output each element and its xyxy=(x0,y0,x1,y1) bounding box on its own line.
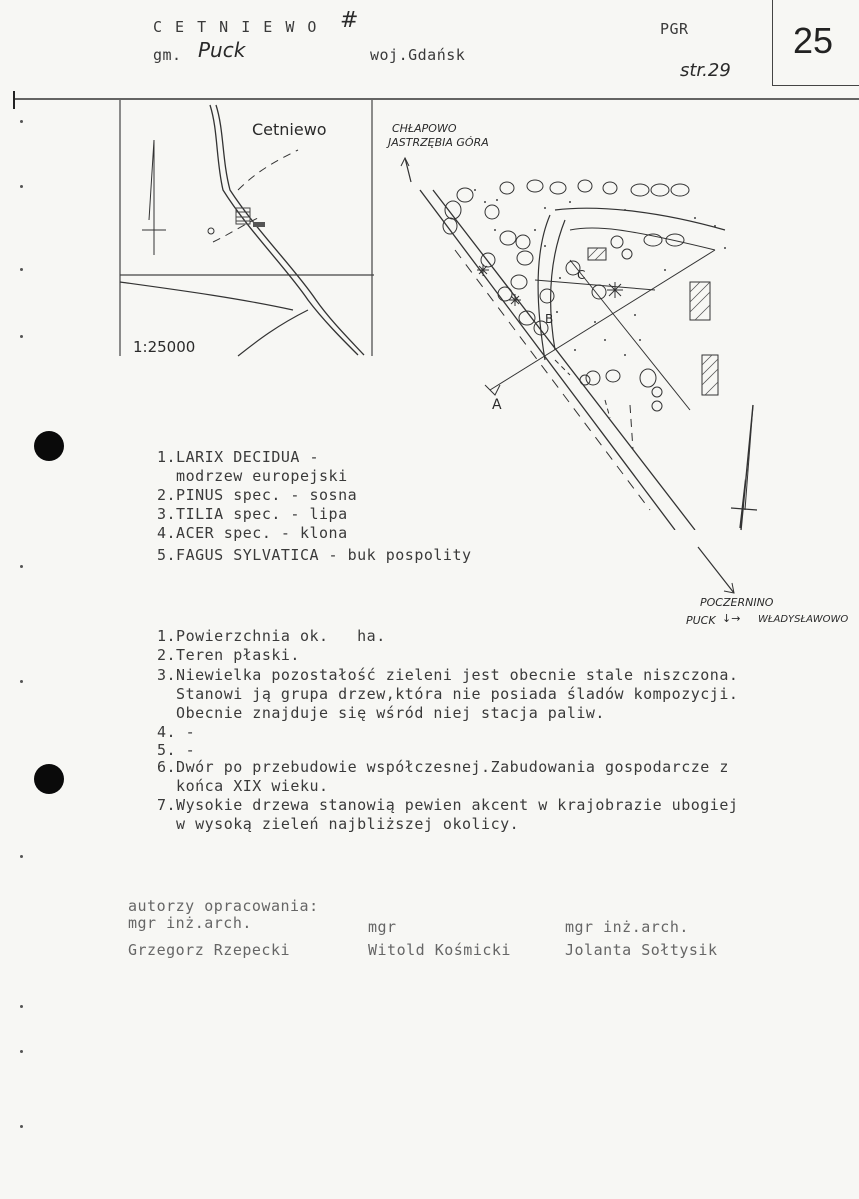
margin-dot xyxy=(20,855,23,858)
arrow-glyph: ↓→ xyxy=(722,612,741,625)
author-2-name: Witold Kośmicki xyxy=(368,941,511,959)
place-mark: # xyxy=(340,8,359,33)
authors-heading: autorzy opracowania: xyxy=(128,897,319,915)
margin-dot xyxy=(20,565,23,568)
location-map-title: Cetniewo xyxy=(252,120,327,139)
south-label-1: POCZERNINO xyxy=(700,596,774,609)
species-2: 2.PINUS spec. - sosna xyxy=(157,486,358,504)
margin-dot xyxy=(20,680,23,683)
species-4: 4.ACER spec. - klona xyxy=(157,524,348,542)
north-arrow xyxy=(725,400,765,540)
note-7b: w wysoką zieleń najbliższej okolicy. xyxy=(157,815,520,833)
species-1: 1.LARIX DECIDUA - xyxy=(157,448,320,466)
margin-dot xyxy=(20,1125,23,1128)
note-4: 4. - xyxy=(157,723,196,741)
author-1-title: mgr inż.arch. xyxy=(128,914,252,932)
note-1: 1.Powierzchnia ok. ha. xyxy=(157,627,386,645)
gmina-prefix: gm. xyxy=(153,46,182,64)
species-1b: modrzew europejski xyxy=(157,467,348,485)
author-3-name: Jolanta Sołtysik xyxy=(565,941,718,959)
author-3-title: mgr inż.arch. xyxy=(565,918,689,936)
site-plan xyxy=(395,150,745,530)
species-3: 3.TILIA spec. - lipa xyxy=(157,505,348,523)
voivodeship: woj.Gdańsk xyxy=(370,46,466,64)
page-number-handwritten: str.29 xyxy=(680,60,731,81)
location-map xyxy=(118,100,374,362)
author-1-name: Grzegorz Rzepecki xyxy=(128,941,291,959)
note-3c: Obecnie znajduje się wśród niej stacja paliw. xyxy=(157,704,605,722)
page-number: 25 xyxy=(793,20,834,61)
north-label-2: JASTRZĘBIA GÓRA xyxy=(388,136,489,149)
south-label-puck: PUCK xyxy=(686,614,716,627)
north-label-1: CHŁAPOWO xyxy=(392,122,457,135)
note-6b: końca XIX wieku. xyxy=(157,777,329,795)
author-2-title: mgr xyxy=(368,918,397,936)
species-5: 5.FAGUS SYLVATICA - buk pospolity xyxy=(157,546,472,564)
margin-dot xyxy=(20,268,23,271)
margin-dot xyxy=(20,185,23,188)
point-a-label: A xyxy=(492,397,502,413)
south-label-wl: WŁADYSŁAWOWO xyxy=(758,614,849,625)
margin-dot xyxy=(20,1050,23,1053)
margin-dot xyxy=(20,120,23,123)
gmina-handwritten: Puck xyxy=(198,38,246,62)
margin-dot xyxy=(20,335,23,338)
punch-hole xyxy=(34,431,64,461)
note-3a: 3.Niewielka pozostałość zieleni jest obecnie stale niszczona. xyxy=(157,666,739,684)
place-name: C E T N I E W O xyxy=(153,18,319,36)
note-2: 2.Teren płaski. xyxy=(157,646,300,664)
note-7a: 7.Wysokie drzewa stanowią pewien akcent w krajobrazie ubogiej xyxy=(157,796,739,814)
margin-dot xyxy=(20,1005,23,1008)
point-b-label: B xyxy=(545,312,554,326)
note-5: 5. - xyxy=(157,741,196,759)
map-scale: 1:25000 xyxy=(133,338,196,356)
point-c-label: C xyxy=(577,268,586,282)
note-6a: 6.Dwór po przebudowie współczesnej.Zabudowania gospodarcze z xyxy=(157,758,729,776)
farm-type: PGR xyxy=(660,20,689,38)
punch-hole xyxy=(34,764,64,794)
note-3b: Stanowi ją grupa drzew,która nie posiada śladów kompozycji. xyxy=(157,685,739,703)
page-number-box xyxy=(772,0,859,86)
